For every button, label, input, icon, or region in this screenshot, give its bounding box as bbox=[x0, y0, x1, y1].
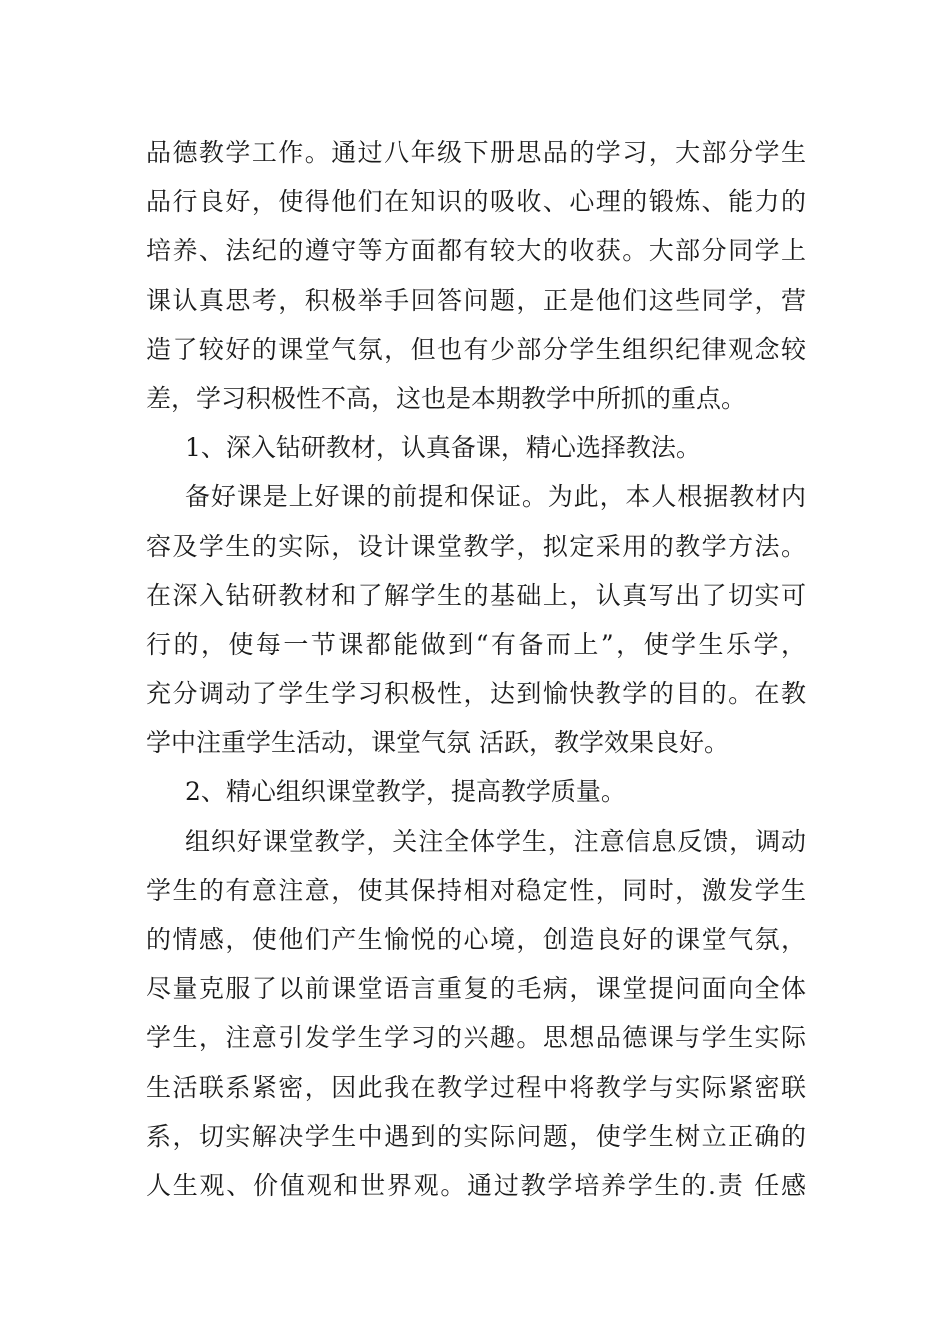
text-line: 容及学生的实际，设计课堂教学，拟定采用的教学方法。 bbox=[146, 531, 806, 561]
text-line: 1、深入钻研教材，认真备课，精心选择教法。 bbox=[185, 433, 701, 463]
text-line: 生活联系紧密，因此我在教学过程中将教学与实际紧密联 bbox=[146, 1072, 806, 1102]
text-line: 差，学习积极性不高，这也是本期教学中所抓的重点。 bbox=[146, 383, 747, 413]
text-line: 的情感，使他们产生愉悦的心境，创造良好的课堂气氛， bbox=[146, 925, 806, 954]
text-line: 充分调动了学生学习积极性，达到愉快教学的目的。在教 bbox=[146, 679, 806, 709]
text-line: 品行良好，使得他们在知识的吸收、心理的锻炼、能力的 bbox=[146, 187, 806, 217]
text-line: 行的，使每一节课都能做到“有备而上”，使学生乐学， bbox=[146, 629, 806, 659]
text-line: 系，切实解决学生中遇到的实际问题，使学生树立正确的 bbox=[146, 1121, 806, 1151]
text-line: 品德教学工作。通过八年级下册思品的学习，大部分学生 bbox=[146, 138, 806, 167]
text-line: 备好课是上好课的前提和保证。为此，本人根据教材内 bbox=[185, 482, 806, 512]
text-line: 课认真思考，积极举手回答问题，正是他们这些同学，营 bbox=[146, 285, 806, 315]
text-line: 尽量克服了以前课堂语言重复的毛病，课堂提问面向全体 bbox=[146, 974, 806, 1004]
text-line: 在深入钻研教材和了解学生的基础上，认真写出了切实可 bbox=[146, 580, 806, 610]
text-line: 造了较好的课堂气氛，但也有少部分学生组织纪律观念较 bbox=[146, 334, 806, 364]
text-line: 组织好课堂教学，关注全体学生，注意信息反馈，调动 bbox=[185, 826, 806, 856]
text-line: 人生观、价值观和世界观。通过教学培养学生的.责 任感 bbox=[146, 1170, 806, 1200]
text-line: 培养、法纪的遵守等方面都有较大的收获。大部分同学上 bbox=[146, 236, 806, 266]
document-body bbox=[146, 128, 806, 1210]
text-line: 学中注重学生活动，课堂气氛 活跃，教学效果良好。 bbox=[146, 728, 729, 758]
text-line: 学生，注意引发学生学习的兴趣。思想品德课与学生实际 bbox=[146, 1023, 806, 1053]
text-line: 学生的有意注意，使其保持相对稳定性，同时，激发学生 bbox=[146, 875, 806, 905]
text-line: 2、精心组织课堂教学，提高教学质量。 bbox=[185, 777, 626, 807]
